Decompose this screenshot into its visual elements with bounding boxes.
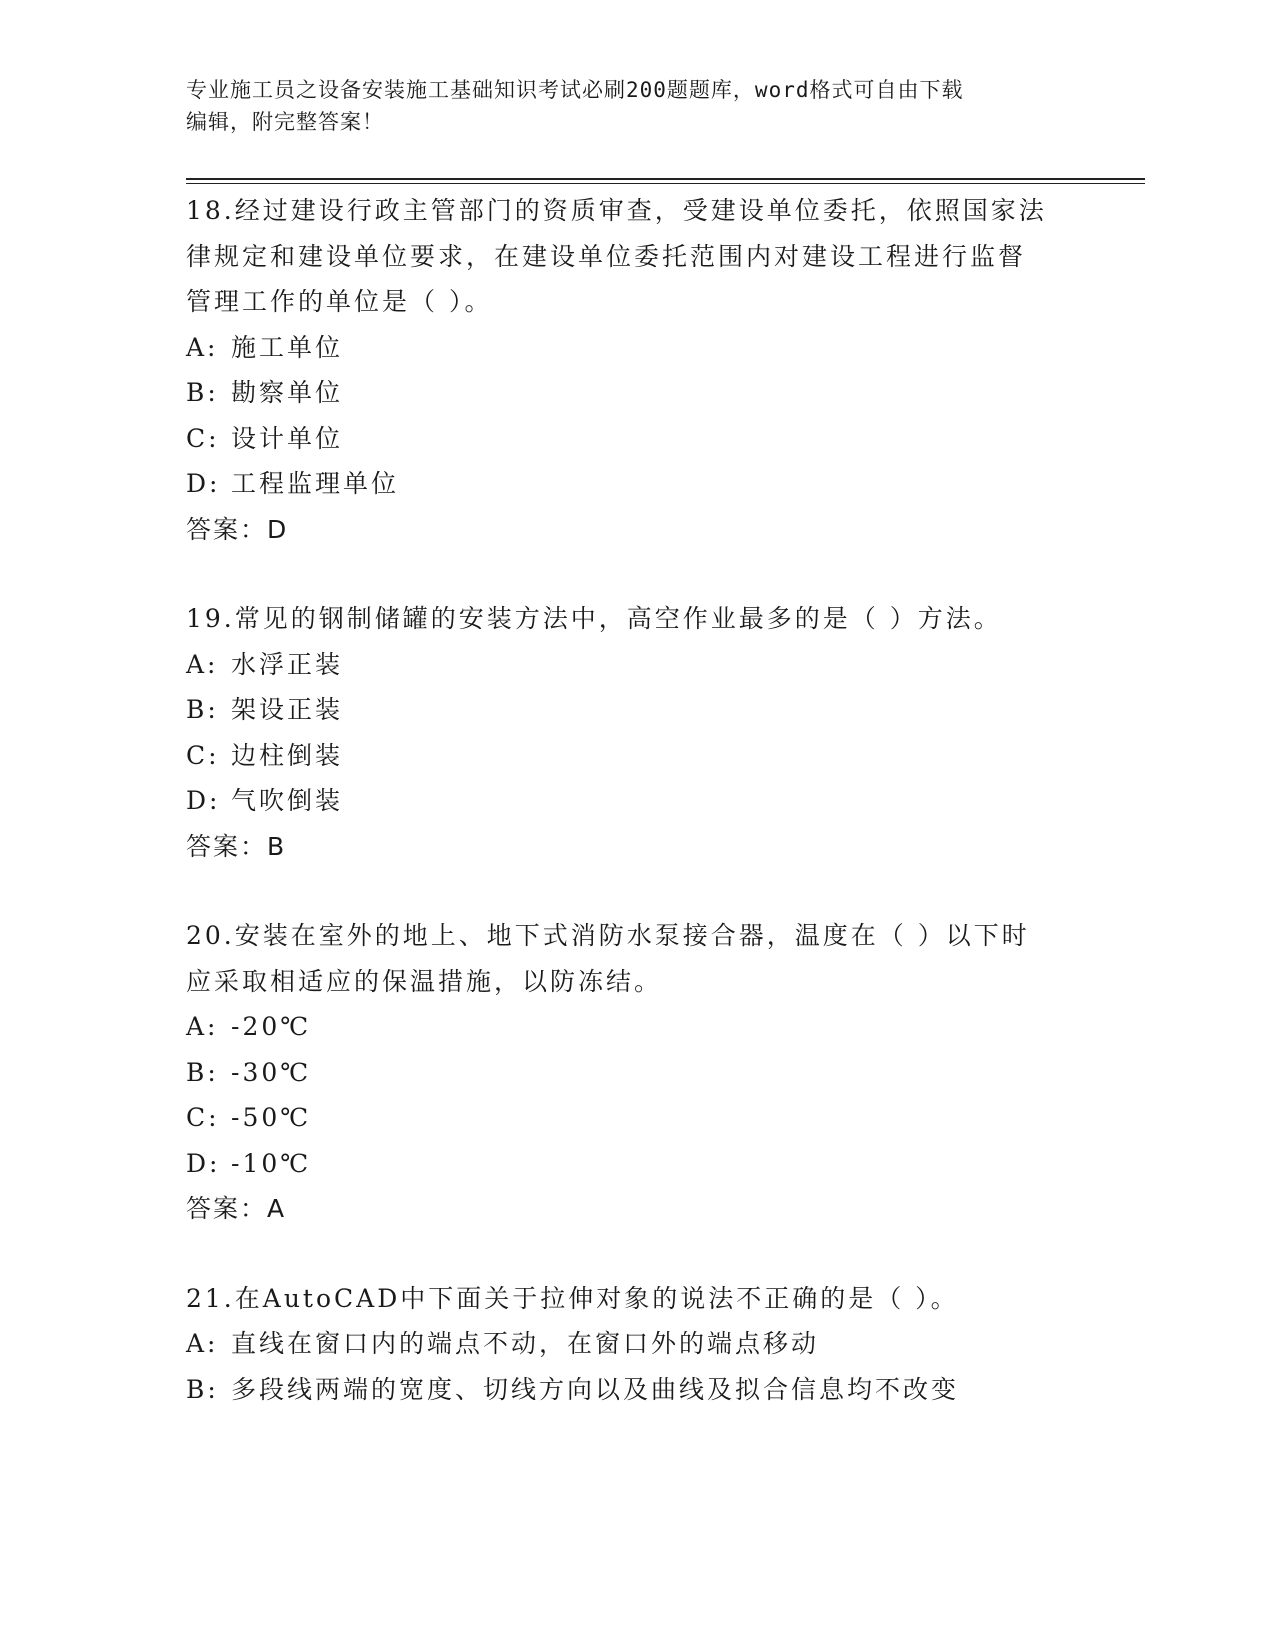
question-20 xyxy=(186,913,1086,1232)
option-a xyxy=(186,1004,1086,1050)
header-line-2: 编辑，附完整答案！ xyxy=(186,110,384,134)
option-b xyxy=(186,1050,1086,1096)
option-text: 架设正装 xyxy=(231,695,344,724)
option-a xyxy=(186,325,1086,371)
option-text: -20℃ xyxy=(231,1012,312,1041)
option-letter: B: xyxy=(186,695,219,724)
option-b xyxy=(186,1367,1086,1413)
answer: 答案：B xyxy=(186,831,287,861)
option-letter: B: xyxy=(186,378,219,407)
option-letter: B: xyxy=(186,1057,219,1087)
option-text: 勘察单位 xyxy=(231,378,344,407)
option-text: 设计单位 xyxy=(231,423,344,453)
option-a xyxy=(186,1321,1086,1367)
option-letter: D: xyxy=(186,786,221,815)
option-letter: A: xyxy=(186,649,219,679)
option-text: 多段线两端的宽度、切线方向以及曲线及拟合信息均不改变 xyxy=(231,1374,960,1404)
option-text: -50℃ xyxy=(231,1103,312,1132)
option-text: -30℃ xyxy=(231,1057,312,1087)
question-18 xyxy=(186,188,1086,552)
option-text: 工程监理单位 xyxy=(231,469,400,498)
header-rule-thin xyxy=(186,183,1145,184)
answer: 答案：D xyxy=(186,514,289,544)
question-text-line: 律规定和建设单位要求，在建设单位委托范围内对建设工程进行监督 xyxy=(186,241,1027,271)
option-c xyxy=(186,416,1086,462)
question-list xyxy=(186,188,1086,1456)
option-text: -10℃ xyxy=(231,1148,312,1178)
option-letter: A: xyxy=(186,1012,219,1041)
question-text-line: 20.安装在室外的地上、地下式消防水泵接合器，温度在（ ）以下时 xyxy=(186,921,1030,950)
option-letter: A: xyxy=(186,1329,219,1358)
option-b xyxy=(186,370,1086,416)
question-19 xyxy=(186,596,1086,869)
option-text: 水浮正装 xyxy=(231,649,344,679)
option-c xyxy=(186,1095,1086,1141)
question-text-line: 应采取相适应的保温措施，以防冻结。 xyxy=(186,966,663,996)
answer: 答案：A xyxy=(186,1194,287,1223)
option-letter: C: xyxy=(186,423,220,453)
option-d xyxy=(186,778,1086,824)
option-text: 边柱倒装 xyxy=(231,740,344,770)
header-rule-thick xyxy=(186,178,1145,180)
option-letter: D: xyxy=(186,1148,221,1178)
document-header xyxy=(186,74,1066,138)
option-text: 直线在窗口内的端点不动，在窗口外的端点移动 xyxy=(231,1329,820,1358)
option-text: 施工单位 xyxy=(231,332,344,362)
option-d xyxy=(186,1141,1086,1187)
option-b xyxy=(186,687,1086,733)
option-letter: C: xyxy=(186,1103,220,1132)
option-a xyxy=(186,642,1086,688)
question-text-line: 19.常见的钢制储罐的安装方法中，高空作业最多的是（ ）方法。 xyxy=(186,604,1002,633)
header-line-1: 专业施工员之设备安装施工基础知识考试必刷200题题库，word格式可自由下载 xyxy=(186,78,964,102)
option-letter: B: xyxy=(186,1374,219,1404)
option-d xyxy=(186,461,1086,507)
question-21 xyxy=(186,1276,1086,1413)
question-text-line: 21.在AutoCAD中下面关于拉伸对象的说法不正确的是（ ）。 xyxy=(186,1283,959,1313)
option-letter: D: xyxy=(186,469,221,498)
question-text-line: 管理工作的单位是（ ）。 xyxy=(186,287,493,316)
question-text-line: 18.经过建设行政主管部门的资质审查，受建设单位委托，依照国家法 xyxy=(186,196,1047,225)
option-letter: A: xyxy=(186,332,219,362)
option-letter: C: xyxy=(186,740,220,770)
option-text: 气吹倒装 xyxy=(231,786,344,815)
option-c xyxy=(186,733,1086,779)
